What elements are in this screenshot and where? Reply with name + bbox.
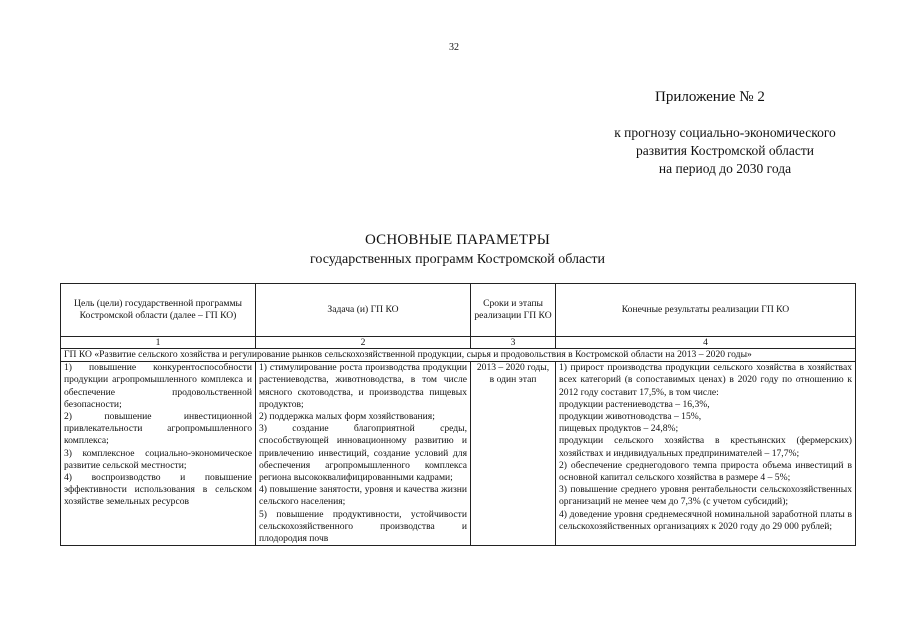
result-item: 3) повышение среднего уровня рентабельности сельскохозяйственных организаций не менее чем до 7,3% (с учетом субсидий);: [559, 484, 852, 508]
column-number: 3: [471, 337, 556, 349]
document-subtitle: государственных программ Костромской области: [309, 252, 606, 267]
annex-subtitle-line: к прогнозу социально-экономического: [614, 125, 836, 140]
document-title-block: [0, 231, 905, 269]
task-item: 5) повышение продуктивности, устойчивости сельскохозяйственного производства и плодородия почв: [259, 508, 467, 545]
annex-subtitle: [575, 124, 875, 178]
task-item: 2) поддержка малых форм хозяйствования;: [259, 411, 435, 423]
column-number: 2: [256, 337, 471, 349]
page-number: 32: [449, 42, 459, 53]
goal-item: 3) комплексное социально-экономическое развитие сельской местности;: [64, 447, 252, 471]
result-item: продукции животноводства – 15%,: [559, 411, 702, 423]
column-number: 4: [556, 337, 856, 349]
document-title: ОСНОВНЫЕ ПАРАМЕТРЫ: [364, 232, 551, 248]
goal-item: 1) повышение конкурентоспособности продукции агропромышленного комплекса и обеспечение продовольственной безопасности;: [64, 362, 252, 410]
column-number-row: [61, 337, 856, 349]
goals-cell: [61, 362, 256, 546]
result-item: продукции сельского хозяйства в крестьянских (фермерских) хозяйствах и индивидуальных предпринимателей – 17,7%;: [559, 435, 852, 459]
task-item: 1) стимулирование роста производства продукции растениеводства, животноводства, в том числе мясного скотоводства, и производства пищевых продуктов;: [259, 362, 467, 410]
header-results: Конечные результаты реализации ГП КО: [556, 284, 856, 337]
period-cell: 2013 – 2020 годы, в один этап: [471, 362, 556, 546]
program-title-row: [61, 349, 856, 362]
column-number: 1: [61, 337, 256, 349]
table-row: [61, 362, 856, 546]
header-period: Сроки и этапы реализации ГП КО: [471, 284, 556, 337]
results-cell: [556, 362, 856, 546]
result-item: 1) прирост производства продукции сельского хозяйства в хозяйствах всех категорий (в сопоставимых ценах) в 2020 году по отношению к 2012 году составит 17,5%, в том числе:: [559, 362, 852, 398]
tasks-cell: [256, 362, 471, 546]
annex-title: Приложение № 2: [655, 89, 765, 105]
header-goals: Цель (цели) государственной программы Костромской области (далее – ГП КО): [61, 284, 256, 337]
annex-subtitle-line: на период до 2030 года: [658, 161, 792, 176]
goal-item: 4) воспроизводство и повышение эффективности использования в сельском хозяйстве земельных ресурсов: [64, 472, 252, 508]
table-header-row: [61, 284, 856, 337]
result-item: пищевых продуктов – 24,8%;: [559, 423, 679, 435]
annex-subtitle-line: развития Костромской области: [636, 143, 814, 158]
program-title: ГП КО «Развитие сельского хозяйства и регулирование рынков сельскохозяйственной продукции, сырья и продовольствия в Костромской области на 2013 – 2020 годы»: [61, 349, 856, 362]
result-item: 4) доведение уровня среднемесячной номинальной заработной платы в сельскохозяйственных организациях к 2020 году до 29 000 рублей;: [559, 508, 852, 532]
header-tasks: Задача (и) ГП КО: [256, 284, 471, 337]
result-item: 2) обеспечение среднегодового темпа прироста объема инвестиций в основной капитал сельского хозяйства в размере 4 – 5%;: [559, 459, 852, 484]
parameters-table: [60, 283, 856, 546]
task-item: 4) повышение занятости, уровня и качества жизни сельского населения;: [259, 484, 467, 508]
result-item: продукции растениеводства – 16,3%,: [559, 398, 710, 410]
goal-item: 2) повышение инвестиционной привлекательности агропромышленного комплекса;: [64, 411, 252, 447]
task-item: 3) создание благоприятной среды, способствующей инновационному развитию и привлечению инвестиций, создание условий для обеспечения агропромышленного комплекса региона высококвалифицированными кадрами;: [259, 423, 467, 484]
